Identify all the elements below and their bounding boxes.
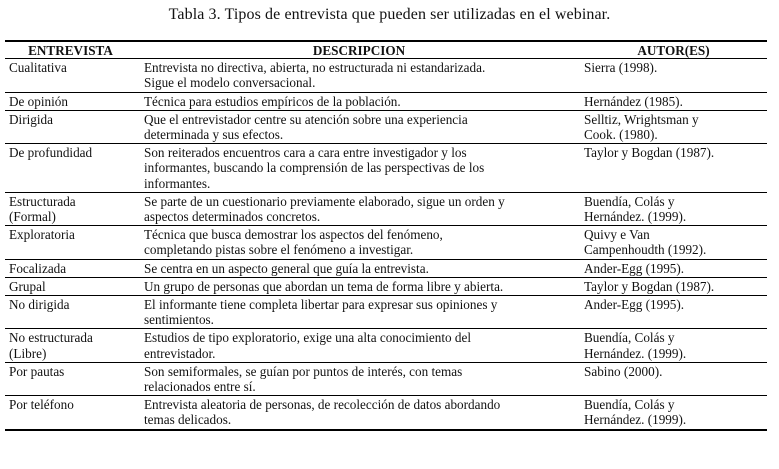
cell-autor — [578, 259, 767, 277]
cell-entrevista — [5, 192, 136, 225]
cell-descripcion-line: Se parte de un cuestionario previamente elaborado, sigue un orden y — [144, 193, 505, 209]
cell-autor-line: Hernández. (1999). — [584, 209, 687, 225]
cell-entrevista-line: No dirigida — [9, 297, 70, 313]
table-header — [5, 41, 767, 59]
cell-entrevista — [5, 144, 136, 193]
table-body — [5, 59, 767, 430]
cell-descripcion-line: aspectos determinados concretos. — [144, 209, 321, 225]
cell-entrevista-line: De opinión — [9, 93, 68, 109]
cell-entrevista — [5, 296, 136, 329]
cell-autor-line: Selltiz, Wrightsman y — [584, 111, 699, 127]
cell-entrevista — [5, 396, 136, 430]
cell-autor-line: Ander-Egg (1995). — [584, 297, 685, 313]
table-row — [5, 92, 767, 110]
cell-descripcion — [136, 92, 578, 110]
table-row — [5, 59, 767, 92]
cell-entrevista-line: Estructurada — [9, 193, 76, 209]
cell-autor — [578, 110, 767, 143]
cell-entrevista-line: Grupal — [9, 278, 46, 294]
cell-autor-line: Taylor y Bogdan (1987). — [584, 145, 715, 161]
cell-descripcion — [136, 110, 578, 143]
cell-descripcion-line: temas delicados. — [144, 412, 232, 428]
table-row — [5, 144, 767, 193]
cell-descripcion-line: entrevistador. — [144, 345, 216, 361]
table-row — [5, 110, 767, 143]
table-row — [5, 396, 767, 430]
cell-descripcion-line: Son semiformales, se guían por puntos de interés, con temas — [144, 363, 463, 379]
cell-descripcion-line: relacionados entre sí. — [144, 379, 256, 395]
cell-descripcion — [136, 226, 578, 259]
cell-descripcion-line: Sigue el modelo conversacional. — [144, 75, 316, 91]
cell-descripcion-line: Entrevista no directiva, abierta, no estructurada ni estandarizada. — [144, 60, 486, 76]
cell-descripcion — [136, 259, 578, 277]
interview-types-table — [5, 40, 767, 431]
header-entrevista: ENTREVISTA — [5, 41, 136, 59]
cell-descripcion-line: Estudios de tipo exploratorio, exige una alta conocimiento del — [144, 330, 472, 346]
cell-autor-line: Taylor y Bogdan (1987). — [584, 278, 715, 294]
cell-descripcion — [136, 362, 578, 395]
cell-descripcion — [136, 144, 578, 193]
cell-autor-line: Hernández. (1999). — [584, 345, 687, 361]
cell-descripcion — [136, 59, 578, 92]
table-caption: Tabla 3. Tipos de entrevista que pueden ser utilizadas en el webinar. — [168, 6, 611, 23]
cell-autor-line: Ander-Egg (1995). — [584, 260, 685, 276]
cell-entrevista-line: Dirigida — [9, 111, 53, 127]
header-autores: AUTOR(ES) — [578, 41, 767, 59]
cell-entrevista-line: (Libre) — [9, 345, 47, 361]
cell-autor-line: Hernández (1985). — [584, 93, 683, 109]
cell-autor-line: Buendía, Colás y — [584, 397, 675, 413]
cell-autor-line: Hernández. (1999). — [584, 412, 687, 428]
table-row — [5, 329, 767, 362]
cell-descripcion — [136, 329, 578, 362]
cell-entrevista-line: De profundidad — [9, 145, 93, 161]
cell-entrevista — [5, 329, 136, 362]
cell-entrevista — [5, 92, 136, 110]
cell-autor-line: Campenhoudth (1992). — [584, 242, 707, 258]
cell-autor — [578, 226, 767, 259]
cell-autor-line: Sierra (1998). — [584, 60, 658, 76]
cell-descripcion-line: Son reiterados encuentros cara a cara entre investigador y los — [144, 145, 467, 161]
cell-entrevista — [5, 277, 136, 295]
cell-entrevista — [5, 110, 136, 143]
cell-autor — [578, 192, 767, 225]
cell-autor-line: Buendía, Colás y — [584, 193, 675, 209]
cell-descripcion-line: sentimientos. — [144, 312, 214, 328]
cell-descripcion-line: Técnica que busca demostrar los aspectos del fenómeno, — [144, 227, 443, 243]
table-row — [5, 296, 767, 329]
cell-entrevista — [5, 259, 136, 277]
cell-descripcion-line: Que el entrevistador centre su atención sobre una experiencia — [144, 111, 468, 127]
cell-autor — [578, 329, 767, 362]
cell-entrevista-line: Por teléfono — [9, 397, 74, 413]
cell-autor-line: Cook. (1980). — [584, 127, 658, 143]
cell-descripcion-line: Se centra en un aspecto general que guía la entrevista. — [144, 260, 429, 276]
cell-autor — [578, 362, 767, 395]
table-row — [5, 277, 767, 295]
cell-descripcion-line: completando pistas sobre el fenómeno a investigar. — [144, 242, 414, 258]
cell-autor-line: Quivy e Van — [584, 227, 650, 243]
cell-descripcion — [136, 296, 578, 329]
cell-descripcion-line: Entrevista aleatoria de personas, de recolección de datos abordando — [144, 397, 501, 413]
cell-descripcion-line: El informante tiene completa libertar para expresar sus opiniones y — [144, 297, 498, 313]
cell-entrevista-line: Por pautas — [9, 363, 65, 379]
cell-entrevista-line: Focalizada — [9, 260, 67, 276]
cell-entrevista — [5, 226, 136, 259]
cell-autor — [578, 396, 767, 430]
cell-entrevista-line: (Formal) — [9, 209, 56, 225]
cell-entrevista — [5, 362, 136, 395]
cell-entrevista-line: Exploratoria — [9, 227, 75, 243]
cell-descripcion-line: informantes. — [144, 175, 211, 191]
cell-entrevista-line: No estructurada — [9, 330, 93, 346]
header-row — [5, 41, 767, 59]
cell-descripcion — [136, 192, 578, 225]
table-row — [5, 226, 767, 259]
cell-entrevista-line: Cualitativa — [9, 60, 67, 76]
cell-autor-line: Buendía, Colás y — [584, 330, 675, 346]
cell-autor — [578, 277, 767, 295]
cell-autor-line: Sabino (2000). — [584, 363, 663, 379]
table-row — [5, 259, 767, 277]
cell-descripcion-line: Técnica para estudios empíricos de la población. — [144, 93, 401, 109]
cell-descripcion-line: informantes, buscando la comprensión de las perspectivas de los — [144, 160, 485, 176]
cell-descripcion — [136, 277, 578, 295]
cell-descripcion-line: determinada y sus efectos. — [144, 127, 284, 143]
cell-autor — [578, 59, 767, 92]
cell-entrevista — [5, 59, 136, 92]
table-row — [5, 192, 767, 225]
cell-autor — [578, 92, 767, 110]
cell-autor — [578, 296, 767, 329]
table-row — [5, 362, 767, 395]
header-descripcion: DESCRIPCION — [136, 41, 578, 59]
cell-autor — [578, 144, 767, 193]
cell-descripcion — [136, 396, 578, 430]
cell-descripcion-line: Un grupo de personas que abordan un tema de forma libre y abierta. — [144, 278, 504, 294]
